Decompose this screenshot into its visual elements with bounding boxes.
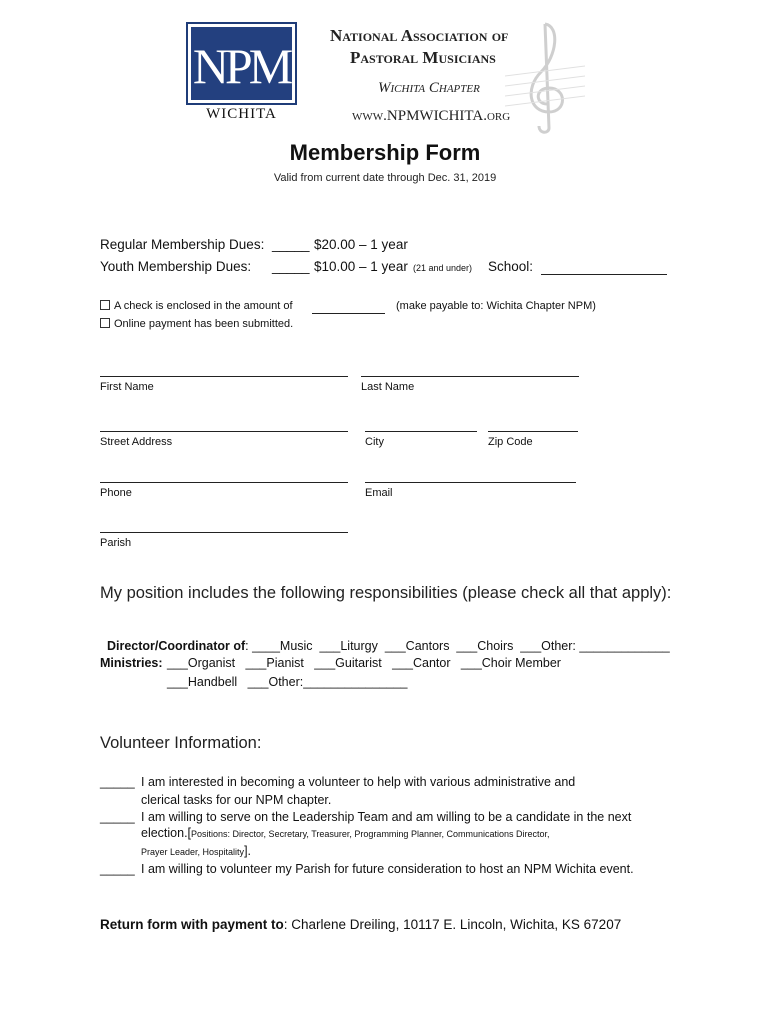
phone-label: Phone [100, 487, 132, 499]
first-name-label: First Name [100, 381, 154, 393]
zip-code-label: Zip Code [488, 436, 533, 448]
youth-dues-amount: $10.00 – 1 year [314, 259, 408, 274]
website-link[interactable]: www.NPMWICHITA.org [352, 108, 511, 124]
return-info [100, 917, 621, 932]
positions-text: Positions: Director, Secretary, Treasurer, Programming Planner, Communications Director, [191, 829, 550, 839]
ministries-options-row1[interactable]: ___Organist ___Pianist ___Guitarist ___Cantor ___Choir Member [167, 656, 561, 670]
online-payment-label: Online payment has been submitted. [114, 318, 294, 330]
ministries-options-row2[interactable]: ___Handbell ___Other:_______________ [167, 675, 408, 689]
form-title: Membership Form [289, 140, 481, 165]
volunteer-item-2-line1: I am willing to serve on the Leadership Team and am willing to be a candidate in the next [141, 810, 632, 824]
volunteer-item-1-line1: I am interested in becoming a volunteer to help with various administrative and [141, 775, 576, 789]
logo-letters: NPM [192, 38, 290, 94]
return-label: Return form with payment to [100, 917, 284, 932]
chapter-name: Wichita Chapter [378, 80, 480, 96]
email-label: Email [365, 487, 393, 499]
first-name-field[interactable] [100, 376, 348, 377]
treble-clef-icon [505, 16, 585, 134]
org-name-line1: National Association of [330, 26, 509, 45]
youth-dues-label: Youth Membership Dues: [100, 259, 252, 274]
volunteer-item-2-line2 [141, 826, 550, 840]
election-text: election.[ [141, 826, 192, 840]
npm-logo [186, 22, 297, 105]
zip-code-field[interactable] [488, 431, 578, 432]
volunteer-item-3: I am willing to volunteer my Parish for future consideration to host an NPM Wichita event. [141, 862, 634, 876]
parish-label: Parish [100, 537, 132, 549]
regular-dues-label: Regular Membership Dues: [100, 237, 265, 252]
check-amount-field[interactable] [312, 313, 385, 314]
youth-dues-blank[interactable]: _____ [272, 259, 310, 274]
check-payable-note: (make payable to: Wichita Chapter NPM) [396, 300, 596, 312]
school-label: School: [488, 259, 534, 274]
director-label: Director/Coordinator of [106, 639, 246, 653]
ministries-label: Ministries: [100, 656, 163, 670]
street-address-field[interactable] [100, 431, 348, 432]
responsibilities-heading: My position includes the following responsibilities (please check all that apply): [100, 584, 672, 602]
phone-field[interactable] [100, 482, 348, 483]
director-options[interactable]: : ____Music ___Liturgy ___Cantors ___Choirs ___Other: _____________ [245, 639, 670, 653]
regular-dues-blank[interactable]: _____ [272, 237, 310, 252]
bracket-close: ]. [244, 844, 252, 858]
logo-word: WICHITA [206, 106, 277, 122]
volunteer-heading: Volunteer Information: [100, 734, 262, 752]
check-enclosed-label: A check is enclosed in the amount of [114, 300, 293, 312]
parish-field[interactable] [100, 532, 348, 533]
checkbox-icon[interactable] [100, 300, 110, 310]
city-label: City [365, 436, 384, 448]
last-name-field[interactable] [361, 376, 579, 377]
email-field[interactable] [365, 482, 576, 483]
online-payment-option[interactable] [100, 318, 293, 330]
last-name-label: Last Name [361, 381, 415, 393]
return-address: : Charlene Dreiling, 10117 E. Lincoln, Wichita, KS 67207 [283, 917, 622, 932]
volunteer-item-1-line2: clerical tasks for our NPM chapter. [141, 793, 332, 807]
org-name-line2: Pastoral Musicians [350, 48, 496, 67]
form-valid-dates: Valid from current date through Dec. 31, 2019 [273, 172, 497, 184]
volunteer-blank-3[interactable]: _____ [100, 862, 135, 876]
volunteer-blank-1[interactable]: _____ [100, 775, 135, 789]
street-address-label: Street Address [100, 436, 173, 448]
positions-text-cont: Prayer Leader, Hospitality [141, 847, 245, 857]
ministries-label-wrap [100, 656, 163, 670]
director-row[interactable] [100, 625, 670, 653]
city-field[interactable] [365, 431, 477, 432]
volunteer-item-2-line3 [141, 844, 251, 858]
youth-dues-note: (21 and under) [413, 263, 473, 273]
checkbox-icon[interactable] [100, 318, 110, 328]
npm-logo-glyph [191, 27, 292, 100]
regular-dues-amount: $20.00 – 1 year [314, 237, 408, 252]
check-enclosed-option[interactable] [100, 300, 293, 312]
school-field[interactable] [541, 274, 667, 275]
volunteer-blank-2[interactable]: _____ [100, 810, 135, 824]
